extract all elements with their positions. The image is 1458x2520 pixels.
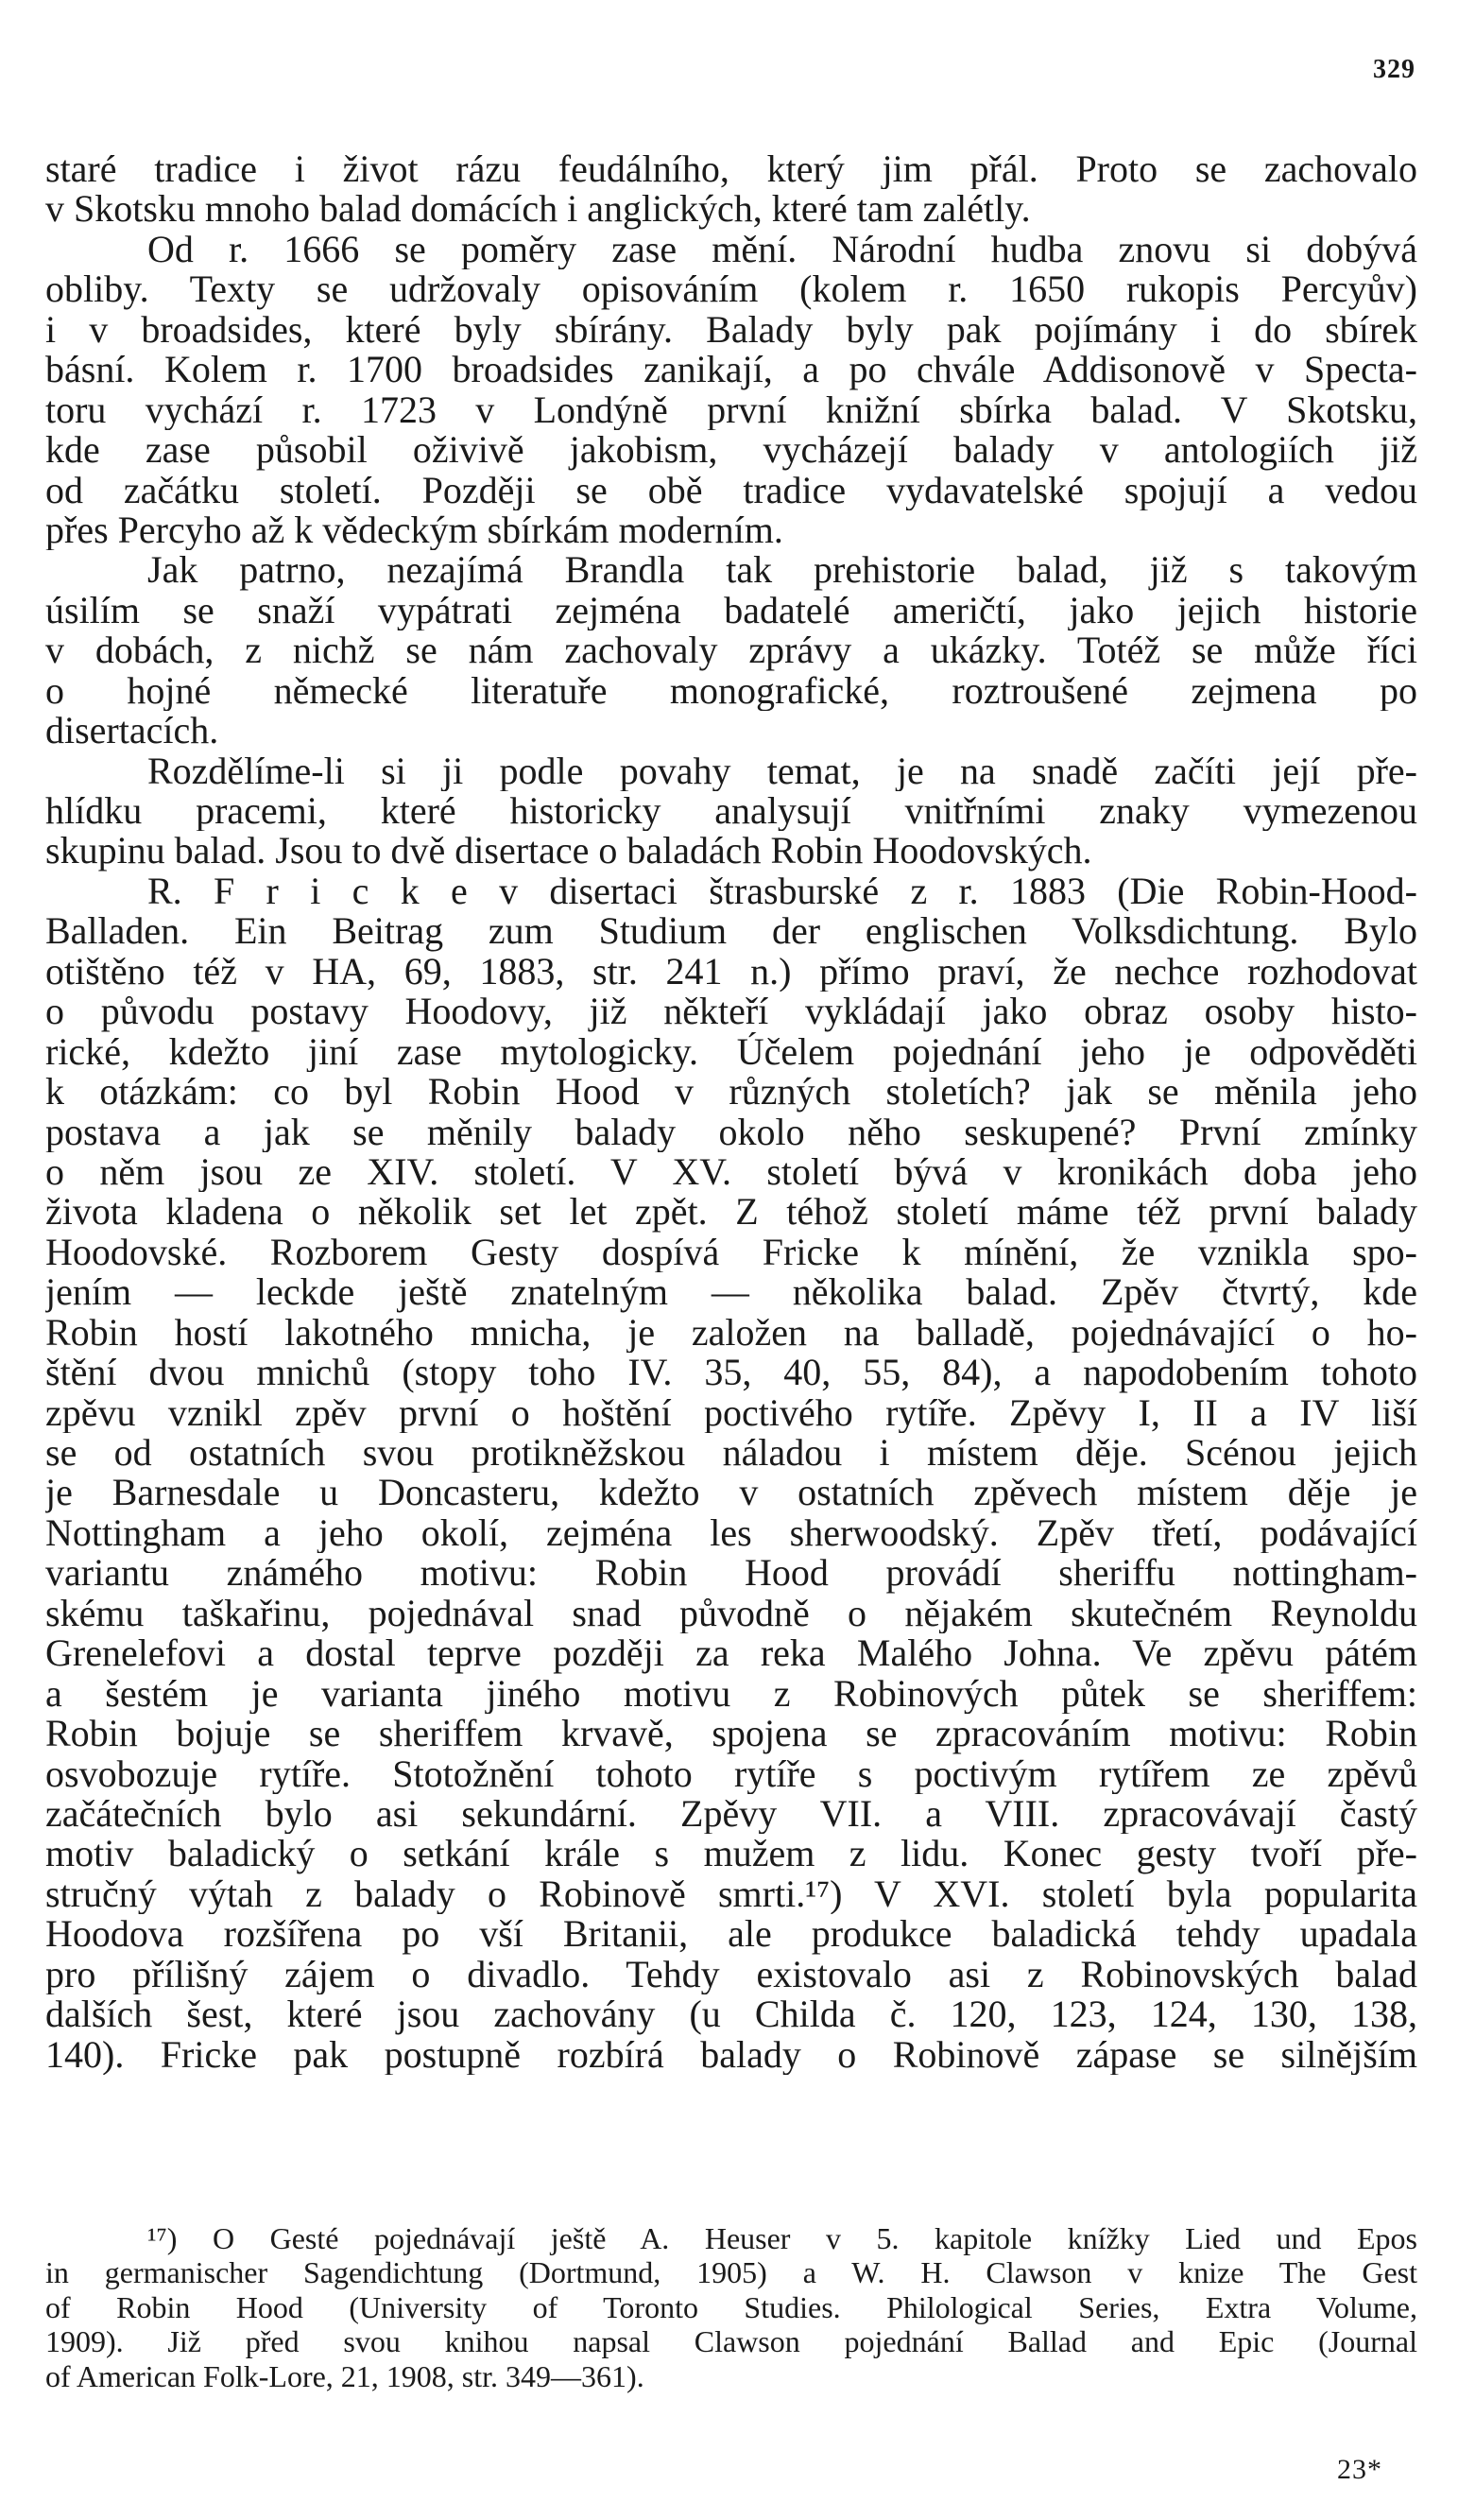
footnote-line: of American Folk-Lore, 21, 1908, str. 349—361). [45, 2358, 644, 2393]
text-line: skému taškařinu, pojednával snad původně o nějakém skutečném Reynoldu [45, 1593, 1417, 1634]
text-line: i v broadsides, které byly sbírány. Balady byly pak pojímány i do sbírek [45, 309, 1417, 351]
text-line: Nottingham a jeho okolí, zejména les sherwoodský. Zpěv třetí, podávající [45, 1512, 1417, 1554]
text-line: staré tradice i život rázu feudálního, který jim přál. Proto se zachovalo [45, 149, 1417, 190]
text-line: osvobozuje rytíře. Stotožnění tohoto rytíře s poctivým rytířem ze zpěvů [45, 1753, 1417, 1794]
text-line: stručný výtah z balady o Robinově smrti.¹⁷) V XVI. století byla popularita [45, 1873, 1417, 1915]
text-line: otištěno též v HA, 69, 1883, str. 241 n.) přímo praví, že nechce rozhodovat [45, 951, 1417, 992]
footnote-line: ¹⁷) O Gesté pojednávají ještě A. Heuser v 5. kapitole knížky Lied und Epos [147, 2221, 1417, 2255]
text-line: variantu známého motivu: Robin Hood provádí sheriffu nottingham- [45, 1553, 1417, 1594]
text-line: obliby. Texty se udržovaly opisováním (kolem r. 1650 rukopis Percyův) [45, 269, 1417, 310]
text-line: 140). Fricke pak postupně rozbírá balady o Robinově zápase se silnějším [45, 2034, 1417, 2075]
text-line: kde zase působil oživivě jakobism, vycházejí balady v antologiích již [45, 430, 1417, 471]
text-line: Balladen. Ein Beitrag zum Studium der englischen Volksdichtung. Bylo [45, 911, 1417, 952]
text-line: zpěvu vznikl zpěv první o hoštění poctivého rytíře. Zpěvy I, II a IV liší [45, 1392, 1417, 1433]
text-line: o hojné německé literatuře monografické, roztroušené zejmena po [45, 670, 1417, 712]
text-line: pro přílišný zájem o divadlo. Tehdy existovalo asi z Robinovských balad [45, 1954, 1417, 1995]
text-line: hlídku pracemi, které historicky analysují vnitřními znaky vymezenou [45, 791, 1417, 832]
text-line: o původu postavy Hoodovy, již někteří vykládají jako obraz osoby histo- [45, 992, 1417, 1032]
main-text-block [45, 149, 1417, 2075]
text-line: disertacích. [45, 711, 219, 751]
text-line: Hoodova rozšířena po vší Britanii, ale produkce baladická tehdy upadala [45, 1914, 1417, 1955]
text-line: k otázkám: co byl Robin Hood v různých stoletích? jak se měnila jeho [45, 1072, 1417, 1113]
text-line: skupinu balad. Jsou to dvě disertace o baladách Robin Hoodovských. [45, 831, 1092, 872]
text-line: od začátku století. Později se obě tradice vydavatelské spojují a vedou [45, 470, 1417, 510]
text-line: o něm jsou ze XIV. století. V XV. století bývá v kronikách doba jeho [45, 1151, 1417, 1193]
page-number: 329 [1373, 55, 1415, 84]
footnote-line: in germanischer Sagendichtung (Dortmund, 1905) a W. H. Clawson v knize The Gest [45, 2255, 1417, 2290]
text-line: R. F r i c k e v disertaci štrasburské z r. 1883 (Die Robin-Hood- [147, 871, 1417, 912]
text-line: jením — leckde ještě znatelným — několika balad. Zpěv čtvrtý, kde [45, 1272, 1417, 1313]
text-line: se od ostatních svou protikněžskou náladou i místem děje. Scénou jejich [45, 1433, 1417, 1474]
text-line: života kladena o několik set let zpět. Z téhož století máme též první balady [45, 1192, 1417, 1233]
text-line: Robin bojuje se sheriffem krvavě, spojena se zpracováním motivu: Robin [45, 1714, 1417, 1754]
text-line: Jak patrno, nezajímá Brandla tak prehistorie balad, již s takovým [147, 550, 1417, 591]
text-line: dalších šest, které jsou zachovány (u Childa č. 120, 123, 124, 130, 138, [45, 1994, 1417, 2035]
text-line: v Skotsku mnoho balad domácích i anglických, které tam zalétly. [45, 189, 1031, 230]
text-line: rické, kdežto jiní zase mytologicky. Účelem pojednání jeho je odpověděti [45, 1031, 1417, 1073]
text-line: básní. Kolem r. 1700 broadsides zanikají, a po chvále Addisonově v Specta- [45, 350, 1417, 390]
footnote-line: of Robin Hood (University of Toronto Studies. Philological Series, Extra Volume, [45, 2289, 1417, 2324]
text-line: štění dvou mnichů (stopy toho IV. 35, 40, 55, 84), a napodobením tohoto [45, 1353, 1417, 1393]
text-line: Robin hostí lakotného mnicha, je založen na balladě, pojednávající o ho- [45, 1312, 1417, 1354]
text-line: přes Percyho až k vědeckým sbírkám moderním. [45, 509, 783, 551]
text-line: úsilím se snaží vypátrati zejména badatelé američtí, jako jejich historie [45, 590, 1417, 631]
text-line: motiv baladický o setkání krále s mužem z lidu. Konec gesty tvoří pře- [45, 1834, 1417, 1874]
printer-signature-mark: 23* [1337, 2454, 1382, 2485]
text-line: Grenelefovi a dostal teprve později za reka Malého Johna. Ve zpěvu pátém [45, 1633, 1417, 1674]
footnotes-block [45, 2221, 1417, 2393]
text-line: Rozdělíme-li si ji podle povahy temat, je na snadě začíti její pře- [147, 751, 1417, 791]
text-line: a šestém je varianta jiného motivu z Robinových půtek se sheriffem: [45, 1673, 1417, 1715]
text-line: je Barnesdale u Doncasteru, kdežto v ostatních zpěvech místem děje je [45, 1473, 1417, 1513]
text-line: v dobách, z nichž se nám zachovaly zprávy a ukázky. Totéž se může říci [45, 630, 1417, 671]
text-line: začátečních bylo asi sekundární. Zpěvy VII. a VIII. zpracovávají častý [45, 1793, 1417, 1835]
text-line: postava a jak se měnily balady okolo něho seskupené? První zmínky [45, 1112, 1417, 1152]
text-line: toru vychází r. 1723 v Londýně první knižní sbírka balad. V Skotsku, [45, 389, 1417, 431]
footnote-line: 1909). Již před svou knihou napsal Clawson pojednání Ballad and Epic (Journal [45, 2324, 1417, 2359]
text-line: Od r. 1666 se poměry zase mění. Národní hudba znovu si dobývá [147, 229, 1417, 270]
text-line: Hoodovské. Rozborem Gesty dospívá Fricke k mínění, že vznikla spo- [45, 1232, 1417, 1273]
